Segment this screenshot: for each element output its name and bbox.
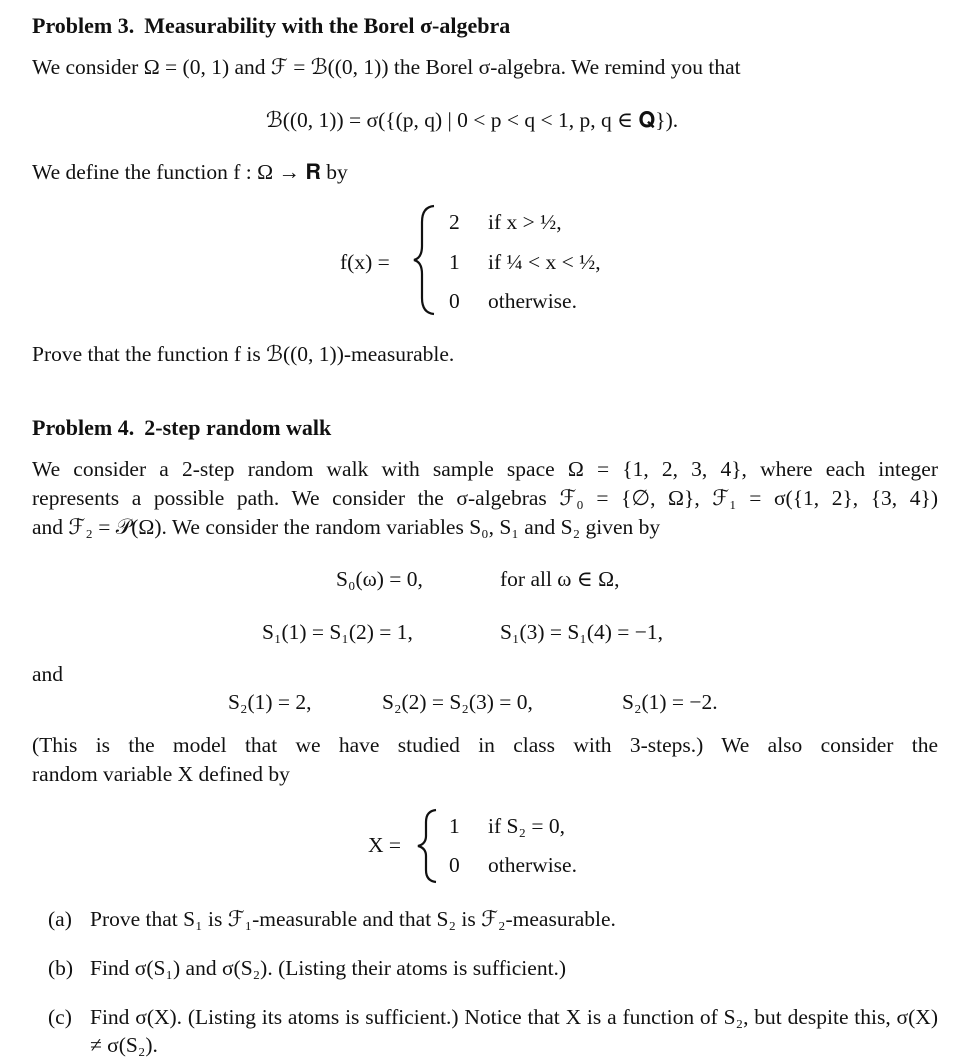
- x-case-value: 1: [449, 814, 460, 838]
- x-case-condition: if S₂ = 0,: [488, 814, 565, 838]
- problem-3-prove: Prove that the function f is ℬ((0, 1))-measurable.: [32, 342, 455, 366]
- question-text: Find σ(S₁) and σ(S₂). (Listing their atoms is sufficient.): [90, 956, 567, 980]
- question-label: (a): [48, 907, 72, 931]
- problem-4-heading: [32, 414, 938, 442]
- f-lhs: f(x) =: [340, 250, 390, 274]
- problem-4-intro-line: represents a possible path. We consider the σ-algebras ℱ₀ = {∅, Ω}, ℱ₁ = σ({1, 2}, {3, 4}): [32, 486, 938, 510]
- model-note-line: (This is the model that we have studied in class with 3-steps.) We also consider the: [32, 733, 938, 757]
- problem-4-intro-line: We consider a 2-step random walk with sample space Ω = {1, 2, 3, 4}, where each integer: [32, 457, 938, 481]
- question-text: Prove that S₁ is ℱ₁-measurable and that S₂ is ℱ₂-measurable.: [90, 907, 616, 931]
- f-case-value: 1: [449, 250, 460, 274]
- question-label: (b): [48, 956, 74, 980]
- problem-4-title: 2-step random walk: [144, 415, 332, 440]
- problem-3-intro: We consider Ω = (0, 1) and ℱ = ℬ((0, 1)) the Borel σ-algebra. We remind you that: [32, 55, 741, 79]
- function-definition-text: We define the function f : Ω → 𝐑 by: [32, 160, 348, 184]
- f-case-value: 2: [449, 210, 460, 234]
- borel-equation: ℬ((0, 1)) = σ({(p, q) | 0 < p < q < 1, p, q ∈ 𝐐}).: [265, 108, 679, 132]
- problem-3-title: Measurability with the Borel σ-algebra: [144, 13, 511, 38]
- question-label: (c): [48, 1005, 72, 1029]
- s1-equation-right: S₁(3) = S₁(4) = −1,: [500, 620, 664, 644]
- s1-equation-left: S₁(1) = S₁(2) = 1,: [262, 620, 413, 644]
- f-cases-brace: [412, 204, 438, 316]
- x-case-value: 0: [449, 853, 460, 877]
- problem-4-intro-line: and ℱ₂ = 𝒫(Ω). We consider the random variables S₀, S₁ and S₂ given by: [32, 515, 661, 539]
- s2-equation-a: S₂(1) = 2,: [228, 690, 312, 714]
- and-text: and: [32, 662, 64, 686]
- question-text: Find σ(X). (Listing its atoms is sufficient.) Notice that X is a function of S₂, but despite this, σ(X) ≠ σ(S₂).: [90, 1005, 938, 1057]
- s2-equation-b: S₂(2) = S₂(3) = 0,: [382, 690, 533, 714]
- question-item: [48, 1003, 938, 1059]
- s2-equation-c: S₂(1) = −2.: [622, 690, 718, 714]
- s0-condition: for all ω ∈ Ω,: [500, 567, 620, 591]
- x-lhs: X =: [368, 833, 402, 857]
- question-item: [48, 954, 938, 982]
- f-case-condition: if x > ½,: [488, 210, 562, 234]
- problem-3-heading: [32, 12, 938, 40]
- f-case-value: 0: [449, 289, 460, 313]
- problem-4-number: Problem 4.: [32, 415, 135, 440]
- f-case-condition: otherwise.: [488, 289, 577, 313]
- question-item: [48, 905, 938, 933]
- x-cases-brace: [416, 808, 440, 884]
- question-list: [48, 905, 938, 1059]
- model-note-line: random variable X defined by: [32, 762, 290, 786]
- s0-equation: S₀(ω) = 0,: [336, 567, 423, 591]
- f-case-condition: if ¼ < x < ½,: [488, 250, 601, 274]
- problem-3-number: Problem 3.: [32, 13, 135, 38]
- x-case-condition: otherwise.: [488, 853, 577, 877]
